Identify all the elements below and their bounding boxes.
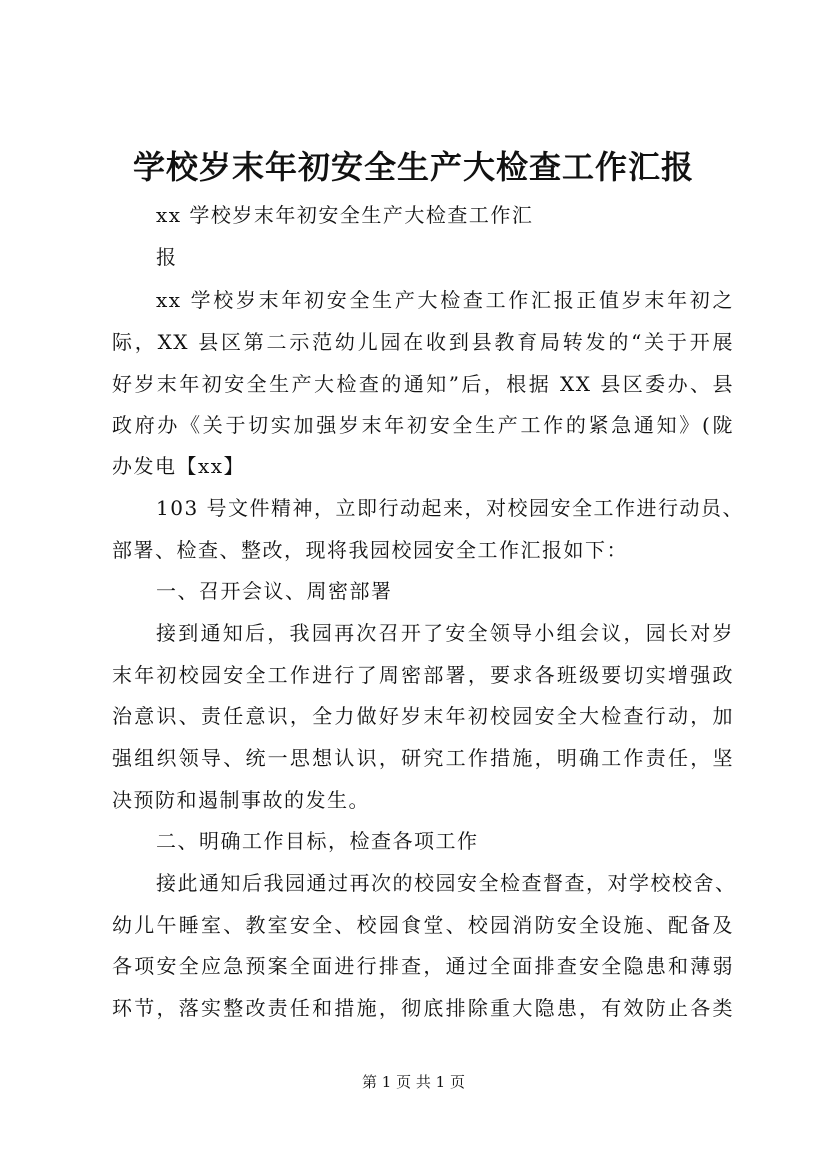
- section-heading-1: 一、召开会议、周密部署: [156, 579, 393, 603]
- paragraph-3-line-5: 决预防和遏制事故的发生。: [112, 788, 370, 812]
- paragraph-1-line-2: 际，XX 县区第二示范幼儿园在收到县教育局转发的“关于开展: [112, 330, 734, 354]
- section-heading-2: 二、明确工作目标，检查各项工作: [156, 829, 479, 853]
- paragraph-2-line-2: 部署、检查、整改，现将我园校园安全工作汇报如下：: [112, 538, 628, 562]
- page-footer: 第 1 页 共 1 页: [362, 1073, 465, 1091]
- subtitle-line-2: 报: [156, 245, 178, 269]
- paragraph-4-line-4: 环节，落实整改责任和措施，彻底排除重大隐患，有效防止各类: [112, 996, 734, 1020]
- paragraph-4-line-2: 幼儿午睡室、教室安全、校园食堂、校园消防安全设施、配备及: [112, 913, 734, 937]
- document-title: 学校岁末年初安全生产大检查工作汇报: [132, 148, 694, 186]
- subtitle-line-1: xx 学校岁末年初安全生产大检查工作汇: [156, 203, 534, 227]
- paragraph-3-line-2: 末年初校园安全工作进行了周密部署，要求各班级要切实增强政: [112, 663, 734, 687]
- paragraph-3-line-1: 接到通知后，我园再次召开了安全领导小组会议，园长对岁: [156, 621, 734, 645]
- paragraph-3-line-3: 治意识、责任意识，全力做好岁末年初校园安全大检查行动，加: [112, 704, 734, 728]
- paragraph-4-line-3: 各项安全应急预案全面进行排查，通过全面排查安全隐患和薄弱: [112, 954, 734, 978]
- paragraph-1-line-1: xx 学校岁末年初安全生产大检查工作汇报正值岁末年初之: [156, 288, 734, 312]
- paragraph-3-line-4: 强组织领导、统一思想认识，研究工作措施，明确工作责任，坚: [112, 746, 734, 770]
- paragraph-4-line-1: 接此通知后我园通过再次的校园安全检查督查，对学校校舍、: [156, 871, 737, 895]
- paragraph-2-line-1: 103 号文件精神，立即行动起来，对校园安全工作进行动员、: [156, 496, 745, 520]
- paragraph-1-line-3: 好岁末年初安全生产大检查的通知”后，根据 XX 县区委办、县: [112, 372, 734, 396]
- paragraph-1-line-4: 政府办《关于切实加强岁末年初安全生产工作的紧急通知》(陇: [112, 413, 734, 437]
- paragraph-1-line-5: 办发电【xx】: [112, 454, 246, 478]
